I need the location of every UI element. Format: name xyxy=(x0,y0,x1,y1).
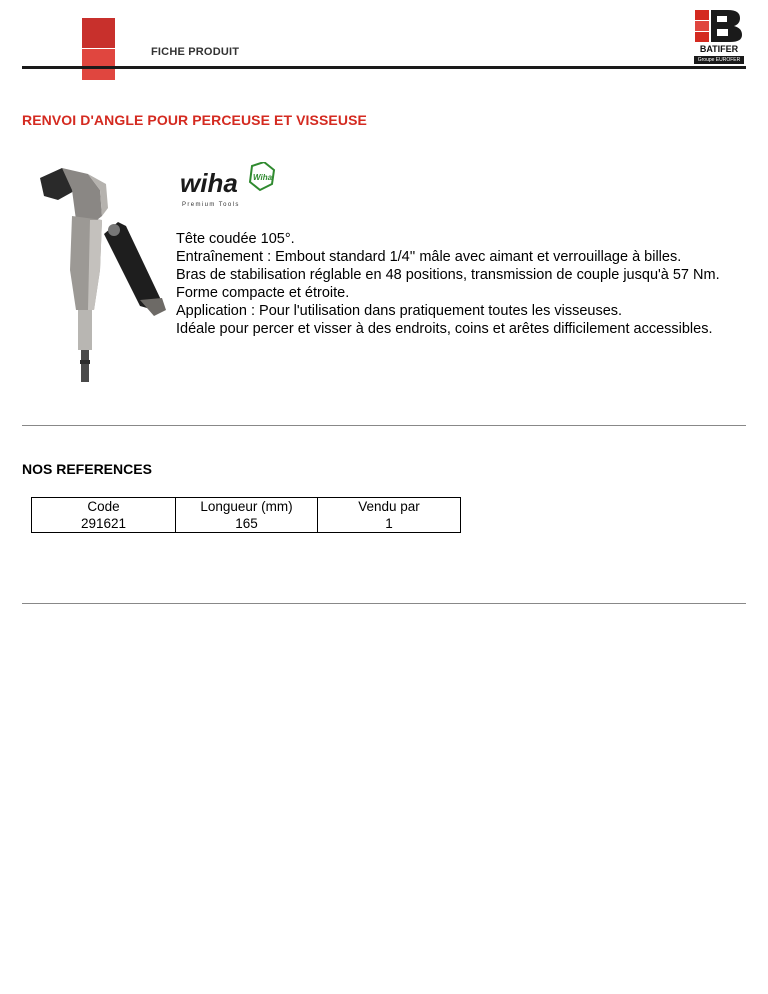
product-description xyxy=(176,230,736,338)
cell-code: 291621 xyxy=(32,515,176,533)
footer-divider xyxy=(22,603,746,604)
references-table xyxy=(31,497,461,533)
cell-sold-by: 1 xyxy=(318,515,461,533)
section-divider xyxy=(22,425,746,426)
logo-subtitle: Groupe EUROFER xyxy=(694,56,744,64)
angle-adapter-product-image xyxy=(22,160,167,390)
product-title: RENVOI D'ANGLE POUR PERCEUSE ET VISSEUSE xyxy=(22,112,367,128)
header-red-block xyxy=(82,18,115,80)
references-title: NOS REFERENCES xyxy=(22,461,152,477)
description-line: Tête coudée 105°. xyxy=(176,231,295,247)
column-header-code: Code xyxy=(32,498,176,516)
svg-text:wiha: wiha xyxy=(180,168,238,198)
description-line: Entraînement : Embout standard 1/4'' mâle avec aimant et verrouillage à billes. xyxy=(176,249,682,265)
svg-text:Wiha: Wiha xyxy=(253,173,273,182)
table-header-row xyxy=(32,498,461,516)
description-line: Application : Pour l'utilisation dans pratiquement toutes les visseuses. xyxy=(176,303,623,319)
header-divider xyxy=(22,66,746,69)
column-header-length: Longueur (mm) xyxy=(176,498,318,516)
table-row xyxy=(32,515,461,533)
column-header-sold-by: Vendu par xyxy=(318,498,461,516)
description-line: Bras de stabilisation réglable en 48 positions, transmission de couple jusqu'à 57 Nm. xyxy=(176,267,720,283)
header-label: FICHE PRODUIT xyxy=(151,46,240,58)
wiha-logo-icon xyxy=(180,162,280,210)
logo-name: BATIFER xyxy=(699,44,739,54)
cell-length: 165 xyxy=(176,515,318,533)
description-line: Idéale pour percer et visser à des endroits, coins et arêtes difficilement accessibles. xyxy=(176,321,713,337)
svg-text:Premium Tools: Premium Tools xyxy=(182,202,240,208)
description-line: Forme compacte et étroite. xyxy=(176,285,350,301)
